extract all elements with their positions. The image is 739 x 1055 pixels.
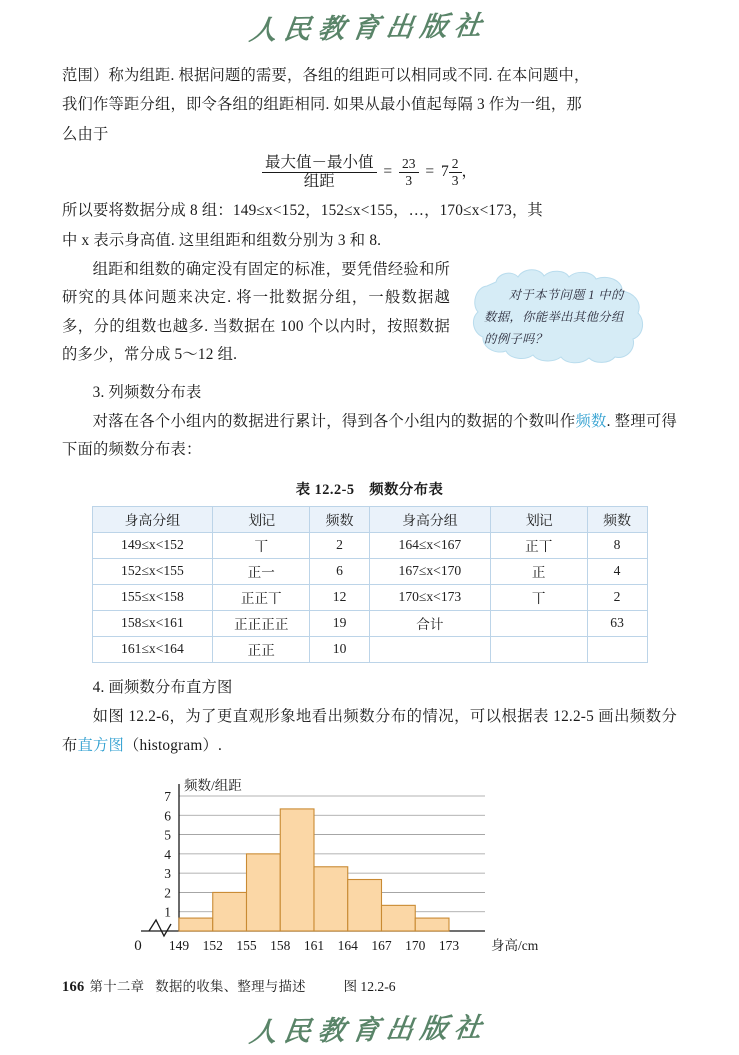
table-row	[92, 636, 647, 662]
y-axis-tick-label: 6	[164, 808, 171, 824]
header-height-group-left: 身高分组	[92, 506, 213, 532]
histogram-bar	[213, 893, 247, 932]
publisher-watermark-bottom: 人民教育出版社	[247, 1012, 491, 1048]
x-axis-tick-label: 158	[270, 938, 291, 954]
histogram-bar	[382, 905, 416, 931]
table-row	[92, 532, 647, 558]
table-caption: 表 12.2-5 频数分布表	[295, 481, 444, 498]
y-axis-tick-label: 7	[164, 789, 171, 805]
formula-fraction-23-3	[399, 157, 419, 187]
x-axis-tick-label: 173	[438, 938, 460, 954]
cell-tally-right	[490, 610, 587, 636]
frequency-distribution-table	[92, 506, 648, 663]
cell-freq-right: 2	[587, 584, 647, 610]
histogram-bar	[348, 880, 382, 931]
cell-tally-left: 正正正正	[213, 610, 310, 636]
x-axis-tick-label: 155	[236, 938, 257, 954]
cell-total-label: 合计	[369, 610, 490, 636]
cell-range-right: 167≤x<170	[369, 558, 490, 584]
section-4-body	[62, 703, 677, 760]
table-row	[92, 558, 647, 584]
x-axis-tick-label: 161	[303, 938, 325, 954]
paragraph-line-5: 中 x 表示身高值. 这里组距和组数分别为 3 和 8.	[62, 231, 382, 249]
cell-tally-left: 正正	[213, 636, 310, 662]
figure-caption: 图 12.2-6	[343, 979, 396, 995]
histogram-svg	[62, 776, 677, 971]
cell-tally-right: 丅	[490, 584, 587, 610]
paragraph-line-2: 我们作等距分组，即令各组的组距相同. 如果从最小值起每隔 3 作为一组，那	[62, 96, 582, 114]
cell-range-right: 170≤x<173	[369, 584, 490, 610]
x-axis-label: 身高/cm	[491, 938, 539, 954]
x-axis-tick-label: 167	[371, 938, 392, 954]
publisher-watermark-top: 人民教育出版社	[247, 10, 491, 46]
x-axis-tick-label: 164	[337, 938, 358, 954]
cell-range-right: 164≤x<167	[369, 532, 490, 558]
header-frequency-left: 频数	[310, 506, 370, 532]
y-axis-tick-label: 3	[164, 866, 171, 882]
histogram-bar	[415, 918, 449, 931]
cell-range-left: 155≤x<158	[92, 584, 213, 610]
paragraph-line-1: 范围）称为组距. 根据问题的需要，各组的组距可以相同或不同. 在本问题中，	[62, 67, 590, 84]
y-axis-tick-label: 2	[164, 885, 171, 901]
histogram-bar	[247, 854, 281, 931]
formula-numerator: 最大值－最小值	[262, 155, 377, 173]
histogram-bar	[280, 809, 314, 931]
y-axis-tick-label: 5	[164, 827, 171, 843]
callout-text: 对于本节问题 1 中的数据，你能举出其他分组的例子吗？	[484, 288, 624, 346]
header-tally-left: 划记	[213, 506, 310, 532]
formula-equals-1: =	[383, 163, 393, 181]
cell-range-left: 158≤x<161	[92, 610, 213, 636]
section-4-text-b: （histogram）.	[124, 736, 222, 754]
formula-mixed-bottom: 3	[451, 172, 459, 188]
page-content	[62, 62, 677, 995]
formula-mixed-whole: 7	[441, 163, 449, 181]
formula-frac-top: 23	[399, 157, 419, 173]
paragraph-line-4: 所以要将数据分成 8 组：149≤x<152，152≤x<155，…，170≤x<173，其	[62, 202, 543, 220]
footer-title: 数据的收集、整理与描述	[155, 979, 306, 994]
y-axis-tick-label: 1	[164, 904, 171, 920]
cell-freq-left: 12	[310, 584, 370, 610]
cell-tally-left: 正一	[213, 558, 310, 584]
header-tally-right: 划记	[490, 506, 587, 532]
cell-range-right	[369, 636, 490, 662]
callout-cloud	[468, 268, 648, 366]
x-axis-tick-label: 152	[202, 938, 223, 954]
cell-total-value: 63	[587, 610, 647, 636]
section-4-title: 4. 画频数分布直方图	[92, 678, 233, 696]
paragraph-grouping-standard: 组距和组数的确定没有固定的标准，要凭借经验和所研究的具体问题来决定. 将一批数据分组，一般数据越多，分的组数也越多. 当数据在 100 个以内时，按照数据的多少，常分成 5～12 组.	[62, 261, 450, 364]
header-frequency-right: 频数	[587, 506, 647, 532]
table-body	[92, 506, 647, 662]
cell-tally-right: 正	[490, 558, 587, 584]
cell-freq-left: 10	[310, 636, 370, 662]
cell-tally-left: 正正丅	[213, 584, 310, 610]
section-3-text-a: 对落在各个小组内的数据进行累计，得到各个小组内的数据的个数叫作	[92, 413, 576, 431]
cell-freq-right: 8	[587, 532, 647, 558]
table-row	[92, 610, 647, 636]
footer-chapter: 第十二章	[89, 979, 145, 994]
cell-freq-left: 19	[310, 610, 370, 636]
cell-range-left: 152≤x<155	[92, 558, 213, 584]
cell-tally-left: 丅	[213, 532, 310, 558]
y-axis-label: 频数/组距	[184, 778, 242, 794]
formula-frac-bottom: 3	[405, 172, 413, 188]
formula-equals-2: =	[425, 163, 435, 181]
x-axis-tick-label: 149	[168, 938, 190, 954]
formula-mixed-top: 2	[449, 157, 462, 173]
group-distance-formula	[62, 155, 677, 189]
cell-freq-right	[587, 636, 647, 662]
histogram-bar	[314, 867, 348, 931]
header-height-group-right: 身高分组	[369, 506, 490, 532]
formula-main-fraction	[262, 155, 377, 189]
formula-denominator: 组距	[303, 172, 335, 190]
section-4-text-a: 如图 12.2-6，为了更直观形象地看出频数分布的情况，可以根据表 12.2-5 画出频数分布	[62, 708, 677, 754]
origin-label: 0	[134, 938, 142, 955]
cell-freq-left: 2	[310, 532, 370, 558]
cell-range-left: 161≤x<164	[92, 636, 213, 662]
paragraph-line-3: 么由于	[62, 125, 109, 143]
keyword-frequency: 频数	[575, 413, 607, 431]
keyword-histogram: 直方图	[77, 736, 124, 754]
section-3-body	[62, 408, 677, 465]
x-axis-tick-label: 170	[405, 938, 426, 954]
cell-tally-right	[490, 636, 587, 662]
page-number: 166	[62, 979, 85, 995]
section-3-title: 3. 列频数分布表	[92, 383, 202, 401]
axis-break-icon	[149, 920, 171, 936]
cell-tally-right: 正丅	[490, 532, 587, 558]
page-footer	[62, 976, 306, 996]
histogram-bar	[179, 918, 213, 931]
cell-freq-left: 6	[310, 558, 370, 584]
frequency-histogram-chart	[62, 776, 677, 971]
cell-freq-right: 4	[587, 558, 647, 584]
formula-comma: ，	[461, 163, 478, 181]
table-row	[92, 584, 647, 610]
table-header-row	[92, 506, 647, 532]
formula-mixed-fraction	[449, 157, 462, 187]
section-3-text-b: . 整理可得下面的频数分布表：	[62, 413, 677, 459]
cell-range-left: 149≤x<152	[92, 532, 213, 558]
y-axis-tick-label: 4	[164, 846, 171, 862]
